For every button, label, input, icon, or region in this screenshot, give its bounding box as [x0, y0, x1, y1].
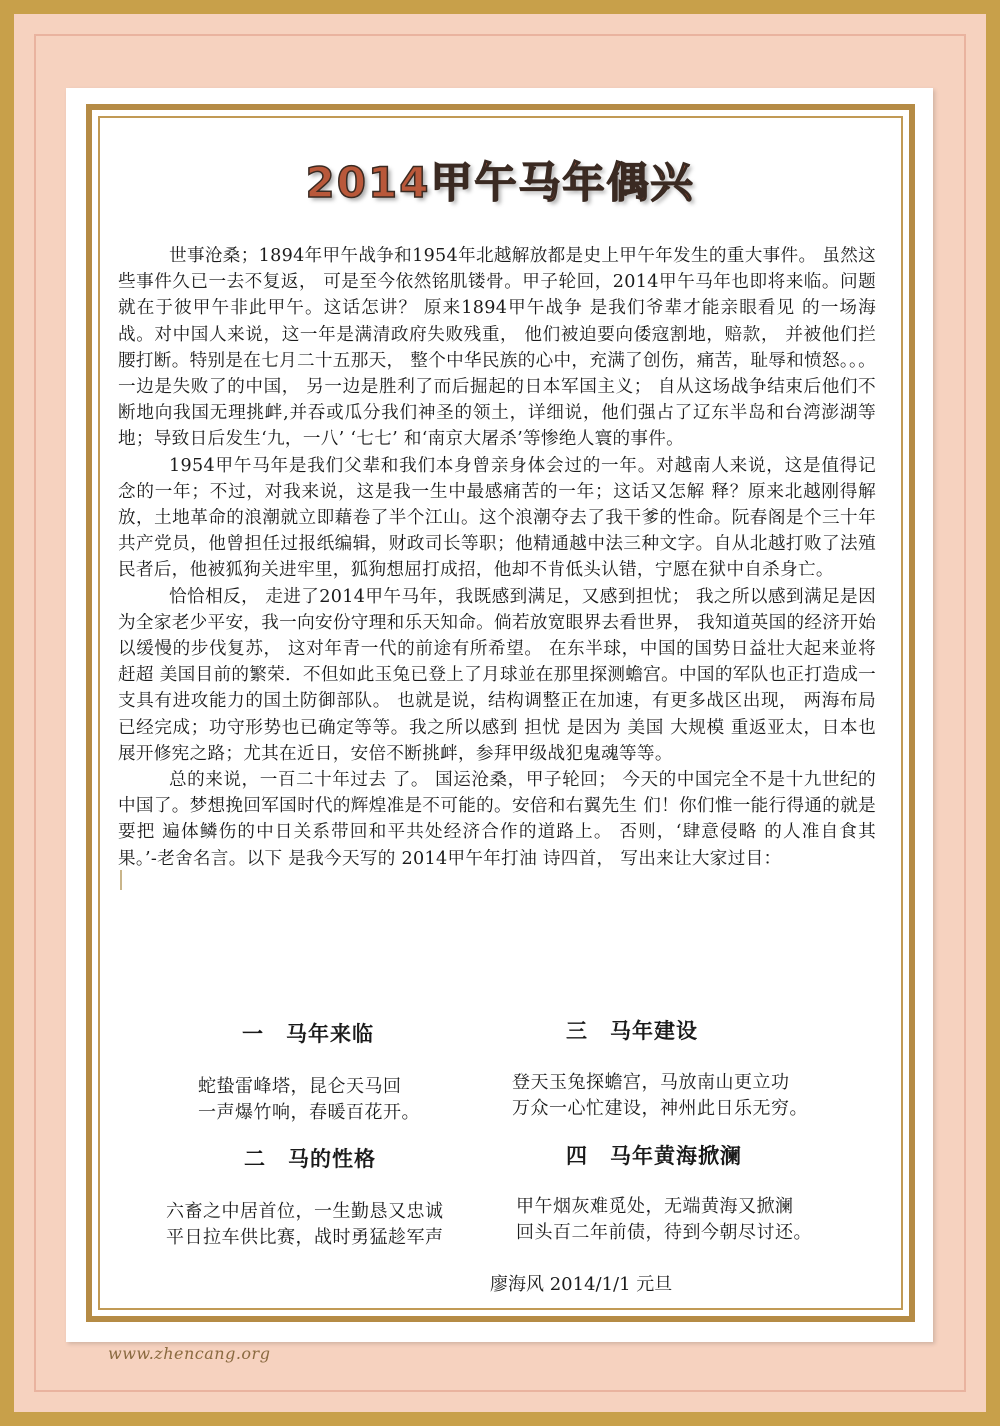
author-signature: 廖海风 2014/1/1 元旦 [490, 1274, 673, 1295]
text-cursor-mark [120, 870, 122, 890]
page-title: 2014甲午马年偶兴 [305, 158, 695, 207]
paragraph: 总的来说，一百二十年过去 了。 国运沧桑，甲子轮回； 今天的中国完全不是十九世纪的中国了。梦想挽回军国时代的辉煌准是不可能的。安倍和右翼先生 们！你们惟一能行得通的就是要把 遍体鳞伤的中日关系带回和平共处经济合作的道路上。 否则，‘肆意侵略 的人准自食其果。’-老舍名言。以下 是我今天写的 2014甲午年打油 诗四首， 写出来让大家过目： [118, 770, 876, 869]
poem-line: 一声爆竹响，春暖百花开。 [198, 1102, 420, 1123]
poem-title: 三 马年建设 [566, 1018, 698, 1043]
paragraph: 恰恰相反， 走进了2014甲午马年，我既感到满足，又感到担忧； 我之所以感到满足是因为全家老少平安，我一向安份守理和乐天知命。倘若放宽眼界去看世界， 我知道英国的经济开始以缓慢的步伐复苏， 这对年青一代的前途有所希望。 在东半球，中国的国势日益壮大起来並将赶超 美国目前的繁荣．不但如此玉兔已登上了月球並在那里探测蟾宫。中国的军队也正打造成一支具有进攻能力的国土防御部队。 也就是说，结构调整正在加速，有更多战区出现， 两海布局已经完成；功守形势也已确定等等。我之所以感到 担忧 是因为 美国 大规模 重返亚太，日本也展开修宪之路；尤其在近日，安倍不断挑衅，参拜甲级战犯鬼魂等等。 [118, 586, 876, 764]
poem-line: 六畜之中居首位，一生勤恳又忠诚 [166, 1201, 444, 1222]
poem-line: 万众一心忙建设，神州此日乐无穷。 [512, 1098, 808, 1119]
article-body [118, 243, 876, 872]
poem-line: 登天玉兔探蟾宫，马放南山更立功 [512, 1072, 790, 1093]
poem-line: 甲午烟灰难觅处，无端黄海又掀澜 [516, 1196, 794, 1217]
poem-title: 二 马的性格 [244, 1146, 376, 1171]
poem-line: 回头百二年前债，待到今朝尽讨还。 [516, 1222, 812, 1243]
poem-title: 四 马年黄海掀澜 [566, 1143, 742, 1168]
poem-line: 蛇蛰雷峰塔，昆仑天马回 [198, 1076, 402, 1097]
poem-line: 平日拉车供比赛，战时勇猛趁军声 [166, 1227, 444, 1248]
site-watermark: www.zhencang.org [108, 1344, 271, 1363]
paragraph: 世事沧桑；1894年甲午战争和1954年北越解放都是史上甲午年发生的重大事件。 虽然这些事件久已一去不复返， 可是至今依然铭肌镂骨。甲子轮回，2014甲午马年也即将来临。问题就在于彼甲午非此甲午。这话怎讲？ 原来1894甲午战争 是我们爷辈才能亲眼看见 的一场海战。对中国人来说，这一年是满清政府失败残重， 他们被迫要向倭寇割地，赔款， 并被他们拦腰打断。特别是在七月二十五那天， 整个中华民族的心中，充满了创伤，痛苦，耻辱和愤怒。。。一边是失败了的中国， 另一边是胜利了而后掘起的日本军国主义； 自从这场战争结束后他们不断地向我国无理挑衅,并吞或瓜分我们神圣的领土，详细说，他们强占了辽东半岛和台湾澎湖等地；导致日后发生‘九，一八’ ‘七七’ 和‘南京大屠杀’等惨绝人寰的事件。 [118, 246, 876, 450]
paragraph: 1954甲午马年是我们父辈和我们本身曾亲身体会过的一年。对越南人来说，这是值得记念的一年；不过，对我来说，这是我一生中最感痛苦的一年；这话又怎解 释？原来北越刚得解放，土地革命的浪潮就立即藉卷了半个江山。这个浪潮夺去了我干爹的性命。阮春阁是个三十年共产党员，他曾担任过报纸编辑，财政司长等职；他精通越中法三种文字。自从北越打败了法殖民者后，他被狐狗关进牢里，狐狗想屈打成招，他却不肯低头认错，宁愿在狱中自杀身亡。 [118, 455, 876, 581]
poem-title: 一 马年来临 [242, 1021, 374, 1046]
